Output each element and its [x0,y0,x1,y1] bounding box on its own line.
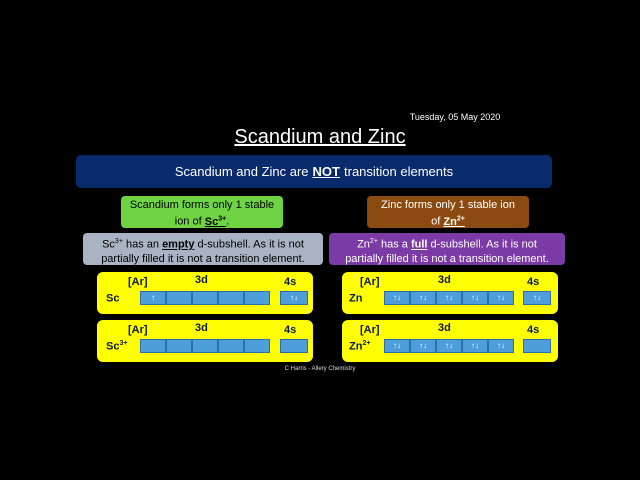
scandium-note-line1: $Sc^{3+}$ has an empty d-subshell. As it is not [102,238,304,251]
zinc-ion: $Zn^{2+}$ [443,215,465,228]
zinc-note-line2: partially filled it is not a transition element. [345,252,549,265]
4s-orbital [280,339,308,353]
orbital-box: ↑↓ [410,291,436,305]
3d-orbitals [140,339,270,353]
orbital-box [166,339,192,353]
4s-orbital [523,339,551,353]
scandium-note-emphasis: empty [162,238,195,251]
orbital-box [140,339,166,353]
zinc-note-emphasis: full [410,238,428,251]
4s-orbital: ↑↓ [280,291,308,305]
banner-text-pre: Scandium and Zinc are [174,164,309,179]
banner-emphasis: NOT [312,164,340,179]
4s-label: 4s [284,324,297,336]
core-label: [Ar] [360,324,380,336]
zinc-note [329,233,565,265]
config-box-zn2plus [342,320,558,362]
scandium-ion-post: . [226,215,230,228]
orbital-box: ↑↓ [436,291,462,305]
scandium-note-line2: partially filled it is not a transition element. [101,252,305,265]
orbital-box: ↑ [140,291,166,305]
zinc-note-line1: $Zn^{2+}$ has a full d-subshell. As it is not [357,238,537,251]
orbital-box [192,291,218,305]
scandium-ion-line2 [121,212,283,229]
orbital-box: ↑↓ [462,291,488,305]
config-box-zn [342,272,558,314]
zinc-ion-line1: Zinc forms only 1 stable ion [381,199,515,211]
zinc-ion-box [367,196,529,228]
orbital-box: ↑↓ [488,339,514,353]
orbital-box: ↑↓ [462,339,488,353]
3d-label: 3d [195,322,208,334]
banner-text-post: transition elements [344,164,454,179]
config-box-sc [97,272,313,314]
3d-orbitals [384,291,514,305]
orbital-box: ↑↓ [410,339,436,353]
element-symbol: Sc [106,292,120,305]
3d-orbitals [384,339,514,353]
orbital-box [218,339,244,353]
4s-label: 4s [527,324,540,336]
orbital-box [244,339,270,353]
banner-statement [76,155,552,188]
element-symbol: Zn [349,292,363,305]
slide-title: Scandium and Zinc [234,126,406,148]
core-label: [Ar] [128,276,148,288]
4s-orbital: ↑↓ [523,291,551,305]
element-symbol: $Zn^{2+}$ [349,340,371,353]
orbital-box [166,291,192,305]
orbital-box: ↑↓ [384,339,410,353]
slide-date: Tuesday, 05 May 2020 [409,112,501,122]
config-box-sc3plus [97,320,313,362]
scandium-note [83,233,323,265]
credit-text: C Harris - Allery Chemistry [284,366,356,372]
3d-label: 3d [195,274,208,286]
orbital-box: ↑↓ [384,291,410,305]
3d-label: 3d [438,274,451,286]
orbital-box: ↑↓ [488,291,514,305]
orbital-box [218,291,244,305]
core-label: [Ar] [128,324,148,336]
core-label: [Ar] [360,276,380,288]
3d-label: 3d [438,322,451,334]
scandium-ion-line1: Scandium forms only 1 stable [129,199,275,211]
orbital-box [244,291,270,305]
scandium-ion-pre: ion of [174,215,202,228]
orbital-box [192,339,218,353]
orbital-box: ↑↓ [436,339,462,353]
scandium-ion: $Sc^{3+}$ [204,215,227,228]
zinc-ion-line2 [367,212,529,229]
zinc-ion-pre: of [431,215,441,228]
scandium-ion-box [121,196,283,228]
element-symbol: $Sc^{3+}$ [106,340,128,353]
4s-label: 4s [284,276,297,288]
4s-label: 4s [527,276,540,288]
3d-orbitals [140,291,270,305]
